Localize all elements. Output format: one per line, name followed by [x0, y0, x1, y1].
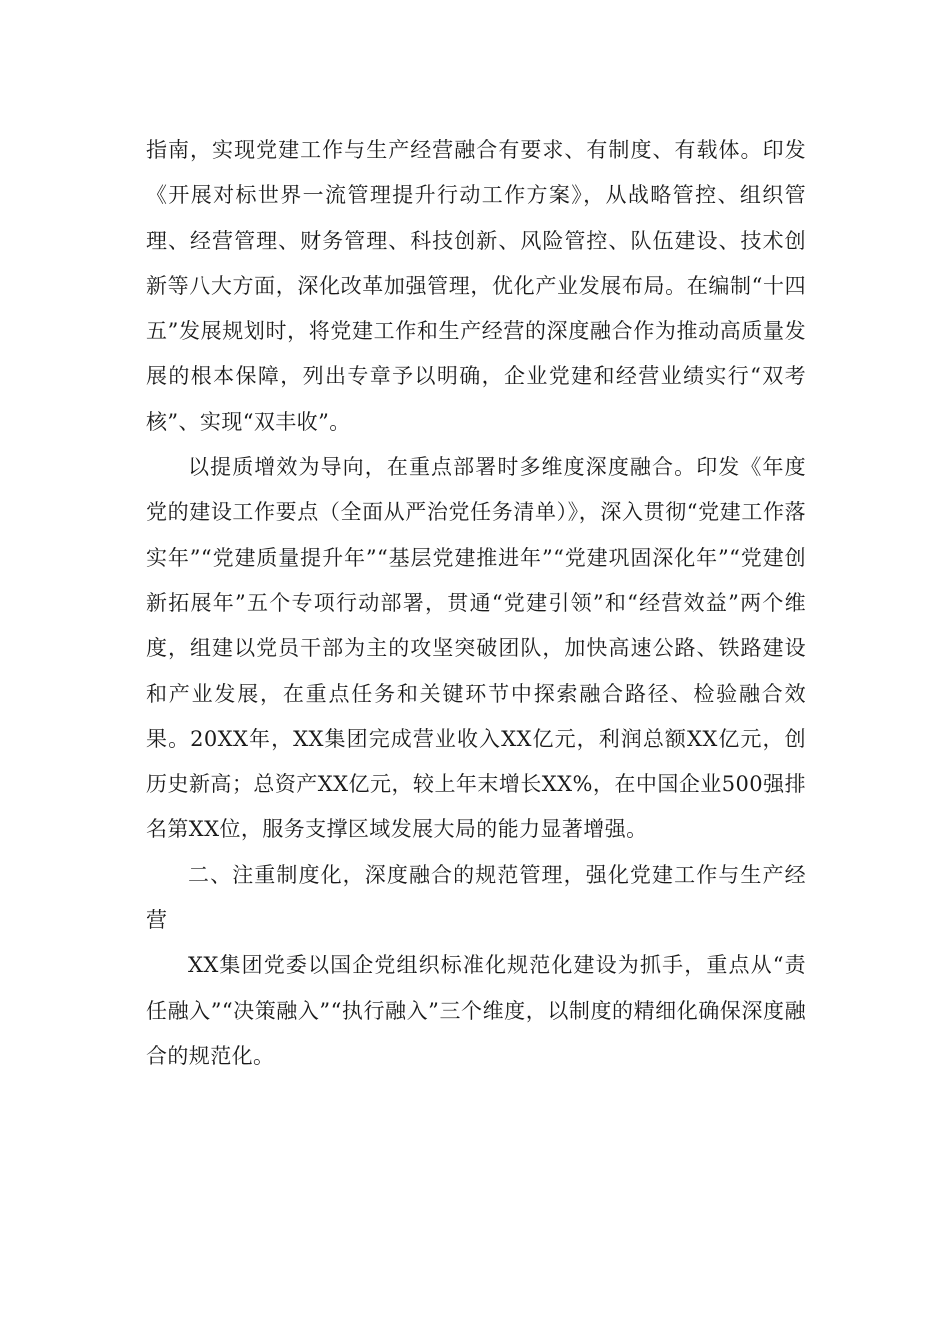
section-heading: 二、注重制度化，深度融合的规范管理，强化党建工作与生产经营: [146, 862, 806, 933]
paragraph-2: 以提质增效为导向，在重点部署时多维度深度融合。印发《年度党的建设工作要点（全面从严治党任务清单）》，深入贯彻“党建工作落实年”“党建质量提升年”“基层党建推进年”“党建巩固深化年”“党建创新拓展年”五个专项行动部署，贯通“党建引领”和“经营效益”两个维度，组建以党员干部为主的攻坚突破团队，加快高速公路、铁路建设和产业发展，在重点任务和关键环节中探索融合路径、检验融合效果。20XX年，XX集团完成营业收入XX亿元，利润总额XX亿元，创历史新高；总资产XX亿元，较上年末增长XX%，在中国企业500强排名第XX位，服务支撑区域发展大局的能力显著增强。: [146, 455, 806, 842]
document-body: [146, 128, 806, 1079]
paragraph-1: 指南，实现党建工作与生产经营融合有要求、有制度、有载体。印发《开展对标世界一流管理提升行动工作方案》，从战略管控、组织管理、经营管理、财务管理、科技创新、风险管控、队伍建设、技术创新等八大方面，深化改革加强管理，优化产业发展布局。在编制“十四五”发展规划时，将党建工作和生产经营的深度融合作为推动高质量发展的根本保障，列出专章予以明确，企业党建和经营业绩实行“双考核”、实现“双丰收”。: [146, 138, 806, 434]
paragraph-3: XX集团党委以国企党组织标准化规范化建设为抓手，重点从“责任融入”“决策融入”“执行融入”三个维度，以制度的精细化确保深度融合的规范化。: [146, 953, 806, 1068]
